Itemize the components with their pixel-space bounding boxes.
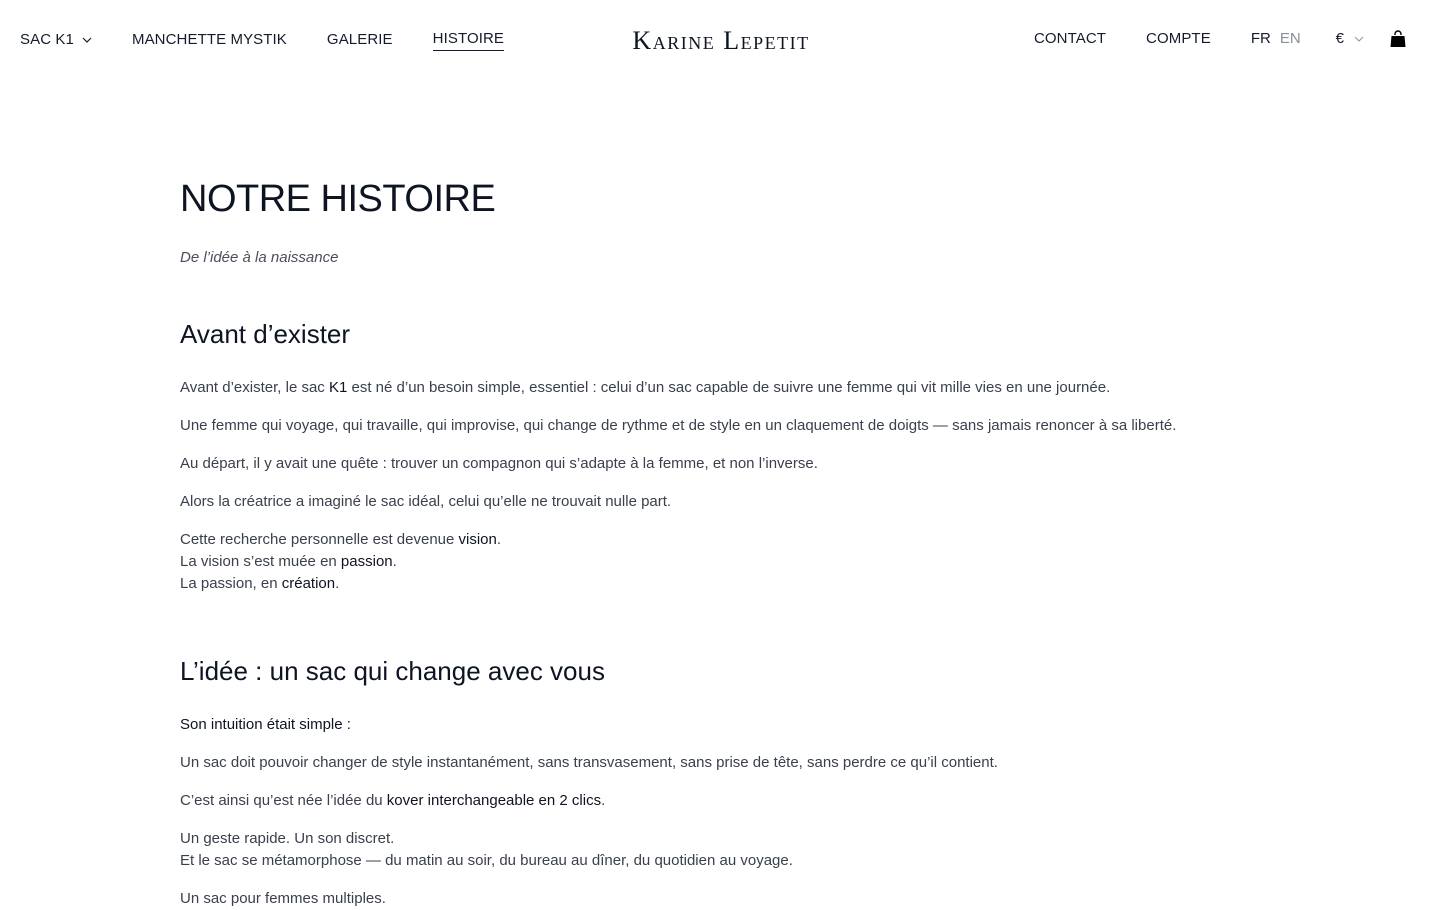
lead-text: Son intuition était simple : — [180, 716, 351, 733]
text-span: est né d’un besoin simple, essentiel : celui d’un sac capable de suivre une femme qui vit mille vies en une journée. — [347, 379, 1111, 396]
section-heading-avant: Avant d’exister — [180, 319, 351, 349]
lang-en[interactable]: EN — [1279, 30, 1301, 47]
paragraph — [180, 377, 1260, 399]
lang-fr[interactable]: FR — [1250, 30, 1271, 47]
emphasis: passion — [340, 553, 393, 570]
nav-contact[interactable]: CONTACT — [1033, 30, 1107, 47]
paragraph — [180, 529, 1260, 595]
page-title: NOTRE HISTOIRE — [180, 178, 496, 220]
currency-label: € — [1335, 30, 1344, 47]
text-span: La vision s’est muée en — [180, 553, 341, 570]
text-span: . — [392, 553, 397, 570]
site-header — [0, 0, 1440, 78]
nav-galerie-label: GALERIE — [326, 31, 393, 48]
paragraph: Alors la créatrice a imaginé le sac idéal, celui qu’elle ne trouvait nulle part. — [180, 493, 672, 510]
text-span: . — [601, 792, 606, 809]
nav-manchette-mystik[interactable] — [132, 30, 287, 50]
emphasis: K1 — [328, 379, 348, 396]
text-span: Et le sac se métamorphose — du matin au soir, du bureau au dîner, du quotidien au voyage. — [180, 852, 793, 869]
section-heading-idee: L’idée : un sac qui change avec vous — [180, 656, 605, 686]
paragraph: Un sac pour femmes multiples. — [180, 890, 386, 907]
nav-histoire-label: HISTOIRE — [433, 29, 504, 51]
nav-account[interactable]: COMPTE — [1146, 30, 1211, 47]
brand-logo[interactable]: Karine Lepetit — [632, 26, 810, 55]
nav-manchette-mystik-label: MANCHETTE MYSTIK — [131, 31, 287, 48]
nav-galerie[interactable] — [327, 30, 393, 50]
paragraph — [180, 790, 1260, 812]
currency-selector[interactable] — [1336, 29, 1364, 49]
nav-histoire[interactable] — [433, 29, 504, 51]
main-content — [180, 176, 1260, 910]
text-span: . — [335, 575, 340, 592]
nav-sac-k1[interactable] — [20, 30, 92, 50]
nav-sac-k1-label: SAC K1 — [20, 31, 74, 48]
shopping-bag-icon — [1390, 30, 1406, 48]
text-span: C’est ainsi qu’est née l’idée du — [180, 792, 387, 809]
paragraph: Une femme qui voyage, qui travaille, qui improvise, qui change de rythme et de style en un claquement de doigts — sans jamais renoncer à sa liberté. — [180, 417, 1177, 434]
paragraph — [180, 828, 1260, 872]
paragraph: Un sac doit pouvoir changer de style instantanément, sans transvasement, sans prise de tête, sans perdre ce qu’il contient. — [180, 754, 998, 771]
chevron-down-icon — [82, 35, 92, 45]
text-span: Avant d’exister, le sac — [180, 379, 329, 396]
utility-nav — [994, 29, 1406, 49]
text-span: . — [496, 531, 502, 548]
emphasis: création — [281, 575, 336, 592]
text-span: Cette recherche personnelle est devenue — [180, 531, 459, 548]
paragraph: Au départ, il y avait une quête : trouver un compagnon qui s’adapte à la femme, et non l’inverse. — [180, 455, 818, 472]
page-subtitle: De l’idée à la naissance — [180, 249, 339, 266]
main-nav — [20, 29, 544, 51]
text-span: Un geste rapide. Un son discret. — [180, 830, 395, 847]
language-switcher — [1251, 29, 1310, 49]
cart-button[interactable] — [1390, 30, 1406, 48]
text-span: La passion, en — [180, 575, 282, 592]
emphasis: vision — [458, 531, 497, 548]
chevron-down-icon — [1354, 34, 1364, 44]
emphasis: kover interchangeable en 2 clics — [386, 792, 602, 809]
